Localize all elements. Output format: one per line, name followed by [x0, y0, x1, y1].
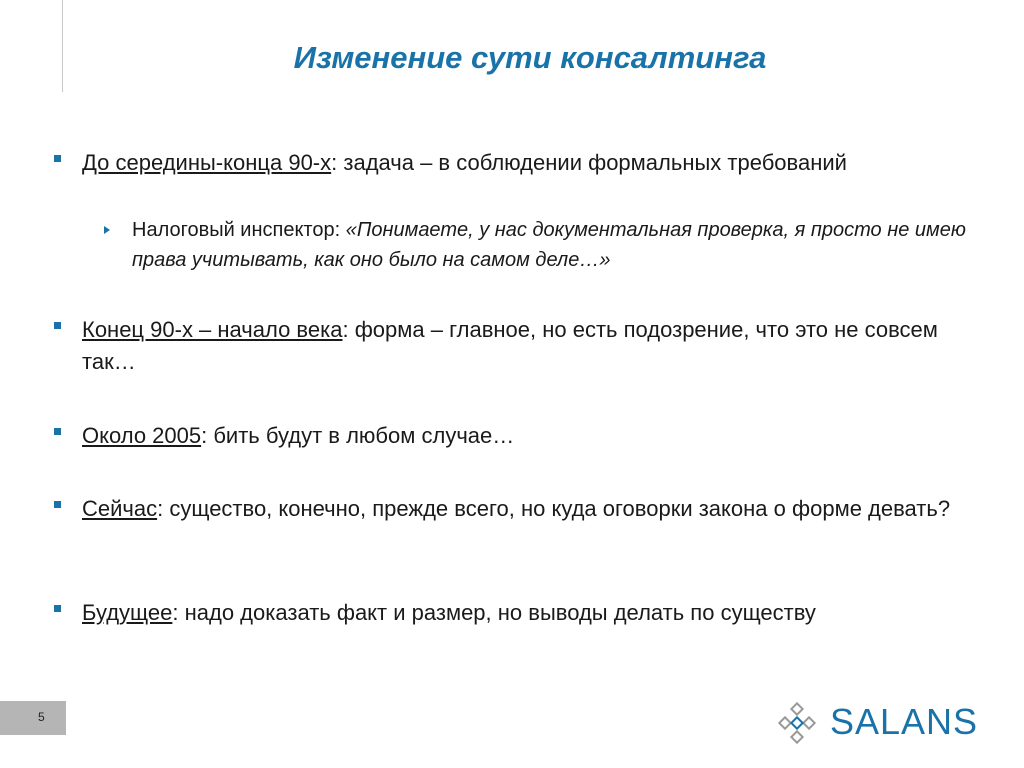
bullet-item-label: Сейчас — [82, 496, 158, 521]
bullet-icon — [54, 322, 61, 329]
bullet-item-text: : бить будут в любом случае… — [201, 423, 515, 448]
sub-item-prefix: Налоговый инспектор: — [132, 219, 346, 241]
slide-title: Изменение сути консалтинга — [293, 40, 767, 75]
bullet-item-text: : задача – в соблюдении формальных требований — [331, 150, 847, 175]
bullet-item-1 — [82, 147, 982, 179]
bullet-item-text: : существо, конечно, прежде всего, но куда оговорки закона о форме девать? — [157, 496, 951, 521]
bullet-icon — [54, 605, 61, 612]
sub-item-quote-text: «Понимаете, у нас документальная проверка, я просто не имею права учитывать, как оно было на самом деле…» — [132, 219, 966, 271]
bullet-item-5 — [82, 597, 982, 629]
page-number-box — [0, 701, 66, 735]
bullet-item-text: : форма – главное, но есть подозрение, что это не совсем так… — [82, 317, 938, 374]
bullet-item-label: До середины-конца 90-х — [82, 150, 332, 175]
bullet-icon — [54, 155, 61, 162]
bullet-icon — [54, 428, 61, 435]
bullet-icon — [54, 501, 61, 508]
bullet-item-3 — [82, 420, 982, 452]
logo-text: SALANS — [830, 701, 979, 742]
page-number: 5 — [38, 710, 45, 724]
bullet-item-label: Будущее — [82, 600, 173, 625]
bullet-item-2 — [82, 314, 982, 378]
diamond-lattice-icon — [778, 702, 822, 746]
salans-logo — [778, 700, 988, 744]
bullet-item-4 — [82, 493, 982, 525]
sub-bullet-arrow-icon — [104, 226, 110, 234]
bullet-item-text: : надо доказать факт и размер, но выводы делать по существу — [172, 600, 816, 625]
bullet-item-label: Конец 90-х – начало века — [82, 317, 343, 342]
sub-item-quote — [132, 215, 972, 275]
bullet-item-label: Около 2005 — [82, 423, 202, 448]
